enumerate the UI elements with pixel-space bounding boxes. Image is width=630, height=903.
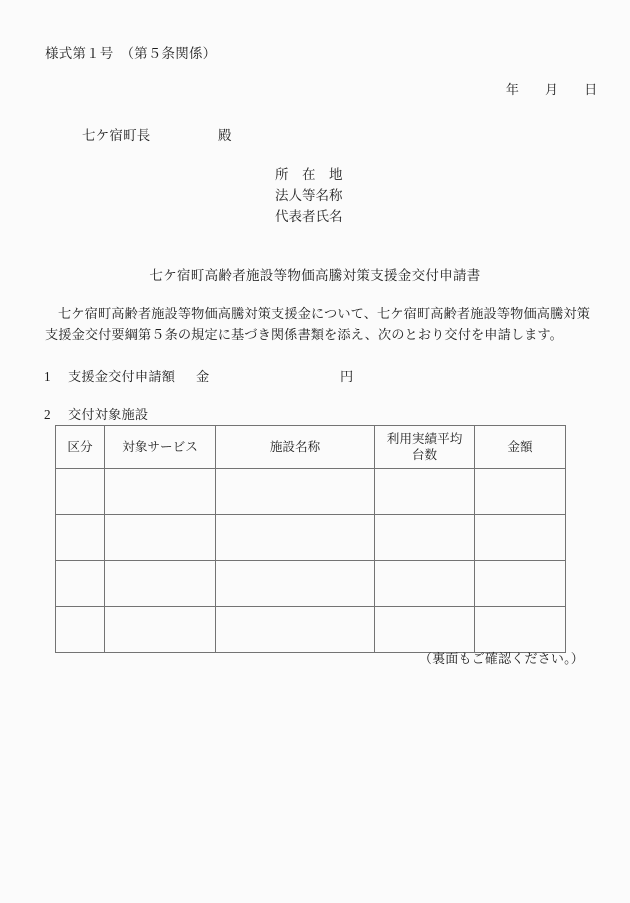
applicant-block: [275, 164, 343, 227]
cell-facility-name[interactable]: [216, 561, 375, 607]
column-header-amount: 金額: [475, 426, 566, 469]
cell-kubun[interactable]: [56, 561, 105, 607]
cell-facility-name[interactable]: [216, 607, 375, 653]
cell-average-usage[interactable]: [375, 607, 475, 653]
date-month-label: 月: [545, 82, 559, 97]
applicant-corporation-name-label: 法人等名称: [275, 188, 343, 203]
addressee-honorific: 殿: [218, 128, 232, 143]
cell-target-service[interactable]: [105, 607, 216, 653]
applicant-representative-name-label: 代表者氏名: [275, 209, 343, 224]
date-line: [492, 70, 597, 109]
cell-facility-name[interactable]: [216, 469, 375, 515]
item-2-label: 交付対象施設: [68, 407, 149, 422]
item-1-amount-prefix: 金: [196, 369, 210, 384]
cell-average-usage[interactable]: [375, 469, 475, 515]
cell-target-service[interactable]: [105, 515, 216, 561]
cell-kubun[interactable]: [56, 607, 105, 653]
body-paragraph: 七ケ宿町高齢者施設等物価高騰対策支援金について、七ケ宿町高齢者施設等物価高騰対策支援金交付要綱第５条の規定に基づき関係書類を添え、次のとおり交付を申請します。: [45, 306, 590, 342]
form-number: 様式第１号 （第５条関係）: [45, 46, 217, 61]
column-header-target-service: 対象サービス: [105, 426, 216, 469]
column-header-average-usage-line2: 台数: [411, 448, 438, 462]
footer-note: （裏面もご確認ください。）: [418, 651, 584, 666]
cell-kubun[interactable]: [56, 515, 105, 561]
item-1-label: 支援金交付申請額: [68, 369, 176, 384]
cell-amount[interactable]: [475, 561, 566, 607]
cell-average-usage[interactable]: [375, 561, 475, 607]
table-row: [56, 515, 566, 561]
cell-average-usage[interactable]: [375, 515, 475, 561]
cell-target-service[interactable]: [105, 469, 216, 515]
cell-target-service[interactable]: [105, 561, 216, 607]
column-header-facility-name: 施設名称: [216, 426, 375, 469]
cell-facility-name[interactable]: [216, 515, 375, 561]
addressee-name: 七ケ宿町長: [82, 128, 151, 143]
column-header-kubun: 区分: [56, 426, 105, 469]
table-header-row: [56, 426, 566, 469]
table-row: [56, 607, 566, 653]
table-row: [56, 561, 566, 607]
cell-kubun[interactable]: [56, 469, 105, 515]
cell-amount[interactable]: [475, 469, 566, 515]
date-year-label: 年: [505, 82, 520, 97]
column-header-average-usage-line1: 利用実績平均: [386, 432, 463, 446]
facilities-table: [55, 425, 566, 653]
item-1-amount-suffix: 円: [340, 369, 354, 384]
applicant-address-label: 所 在 地: [275, 167, 343, 182]
cell-amount[interactable]: [475, 515, 566, 561]
item-1-number: 1: [44, 369, 51, 384]
date-day-label: 日: [584, 82, 598, 97]
item-2-number: 2: [44, 407, 51, 422]
table-row: [56, 469, 566, 515]
cell-amount[interactable]: [475, 607, 566, 653]
document-title: 七ケ宿町高齢者施設等物価高騰対策支援金交付申請書: [149, 268, 481, 283]
column-header-average-usage: [375, 426, 475, 469]
